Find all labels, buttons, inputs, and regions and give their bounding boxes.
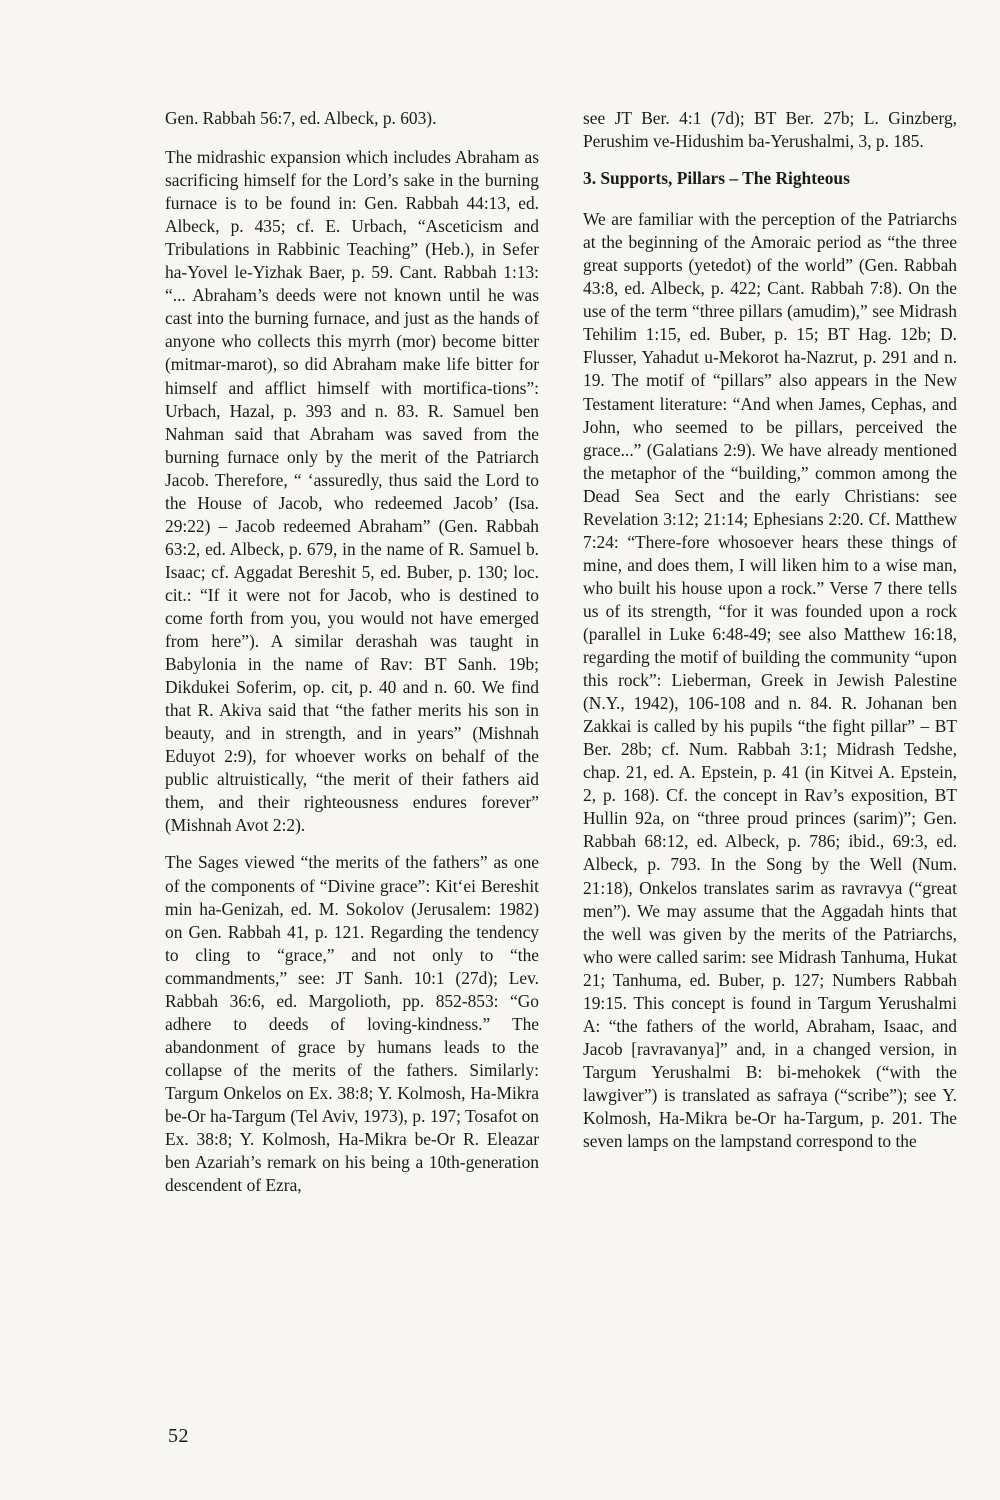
- right-paragraph-1: see JT Ber. 4:1 (7d); BT Ber. 27b; L. Ginzberg, Perushim ve-Hidushim ba-Yerushalmi, 3, p. 185.: [583, 108, 957, 152]
- right-column: [583, 107, 957, 1153]
- left-paragraph-2: The midrashic expansion which includes Abraham as sacrificing himself for the Lord’s sake in the burning furnace is to be found in: Gen. Rabbah 44:13, ed. Albeck, p. 435; cf. E. Urbach, “Asceticism and Tribulations in Rabbinic Teaching” (Heb.), in Sefer ha-Yovel le-Yizhak Baer, p. 59. Cant. Rabbah 1:13: “... Abraham’s deeds were not known until he was cast into the burning furnace, and just as the hands of anyone who collects this myrrh (mor) become bitter (mitmar-marot), so did Abraham make life bitter for himself and afflict himself with mortifica-tions”: Urbach, Hazal, p. 393 and n. 83. R. Samuel ben Nahman said that Abraham was saved from the burning furnace only by the merit of the Patriarch Jacob. Therefore, “ ‘assuredly, thus said the Lord to the House of Jacob, who redeemed Jacob’ (Isa. 29:22) – Jacob redeemed Abraham” (Gen. Rabbah 63:2, ed. Albeck, p. 679, in the name of R. Samuel b. Isaac; cf. Aggadat Bereshit 5, ed. Buber, p. 130; loc. cit.: “If it were not for Jacob, who is destined to come forth from you, you would not have emerged from here”). A similar derashah was taught in Babylonia in the name of Rav: BT Sanh. 19b; Dikdukei Soferim, op. cit, p. 40 and n. 60. We find that R. Akiva said that “the father merits his son in beauty, and in strength, and in years” (Mishnah Eduyot 2:9), for whoever works on behalf of the public altruistically, “the merit of their fathers aid them, and their righteousness endures forever” (Mishnah Avot 2:2).: [165, 147, 539, 836]
- left-paragraph-1: Gen. Rabbah 56:7, ed. Albeck, p. 603).: [165, 108, 437, 128]
- section-heading: 3. Supports, Pillars – The Righteous: [583, 168, 850, 189]
- left-paragraph-3: The Sages viewed “the merits of the fathers” as one of the components of “Divine grace”: Kit‘ei Bereshit min ha-Genizah, ed. M. Sokolov (Jerusalem: 1982) on Gen. Rabbah 41, p. 121. Regarding the tendency to cling to “grace,” and not only to “the commandments,” see: JT Sanh. 10:1 (27d); Lev. Rabbah 36:6, ed. Margolioth, pp. 852-853: “Go adhere to deeds of loving-kindness.” The abandonment of grace by humans leads to the collapse of the merits of the fathers. Similarly: Targum Onkelos on Ex. 38:8; Y. Kolmosh, Ha-Mikra be-Or ha-Targum (Tel Aviv, 1973), p. 197; Tosafot on Ex. 38:8; Y. Kolmosh, Ha-Mikra be-Or R. Eleazar ben Azariah’s remark on his being a 10th-generation descendent of Ezra,: [165, 852, 539, 1196]
- page-number: 52: [168, 1425, 189, 1447]
- left-column: [165, 107, 539, 1197]
- right-paragraph-2: We are familiar with the perception of the Patriarchs at the beginning of the Amoraic period as “the three great supports (yetedot) of the world” (Gen. Rabbah 43:8, ed. Albeck, p. 422; Cant. Rabbah 7:8). On the use of the term “three pillars (amudim),” see Midrash Tehilim 1:15, ed. Buber, p. 15; BT Hag. 12b; D. Flusser, Yahadut u-Mekorot ha-Nazrut, p. 291 and n. 19. The motif of “pillars” also appears in the New Testament literature: “And when James, Cephas, and John, who seemed to be pillars, perceived the grace...” (Galatians 2:9). We have already mentioned the metaphor of the “building,” common among the Dead Sea Sect and the early Christians: see Revelation 3:12; 21:14; Ephesians 2:20. Cf. Matthew 7:24: “There-fore whosoever hears these things of mine, and does them, I will liken him to a wise man, who built his house upon a rock.” Verse 7 there tells us of its strength, “for it was founded upon a rock (parallel in Luke 6:48-49; see also Matthew 16:18, regarding the motif of building the community “upon this rock”: Lieberman, Greek in Jewish Palestine (N.Y., 1942), 106-108 and n. 84. R. Johanan ben Zakkai is called by his pupils “the fight pillar” – BT Ber. 28b; cf. Num. Rabbah 3:1; Midrash Tedshe, chap. 21, ed. A. Epstein, p. 41 (in Kitvei A. Epstein, 2, p. 168). Cf. the concept in Rav’s exposition, BT Hullin 92a, on “three proud princes (sarim)”; Gen. Rabbah 68:12, ed. Albeck, p. 786; ibid., 69:3, ed. Albeck, p. 793. In the Song by the Well (Num. 21:18), Onkelos translates sarim as ravravya (“great men”). We may assume that the Aggadah hints that the well was given by the merits of the Patriarchs, who were called sarim: see Midrash Tanhuma, Hukat 21; Tanhuma, ed. Buber, p. 127; Numbers Rabbah 19:15. This concept is found in Targum Yerushalmi A: “the fathers of the world, Abraham, Isaac, and Jacob [ravravanya]” and, in a changed version, in Targum Yerushalmi B: bi-mehokek (“with the lawgiver”) is translated as safraya (“scribe”); see Y. Kolmosh, Ha-Mikra be-Or ha-Targum, p. 201. The seven lamps on the lampstand correspond to the: [583, 209, 957, 1152]
